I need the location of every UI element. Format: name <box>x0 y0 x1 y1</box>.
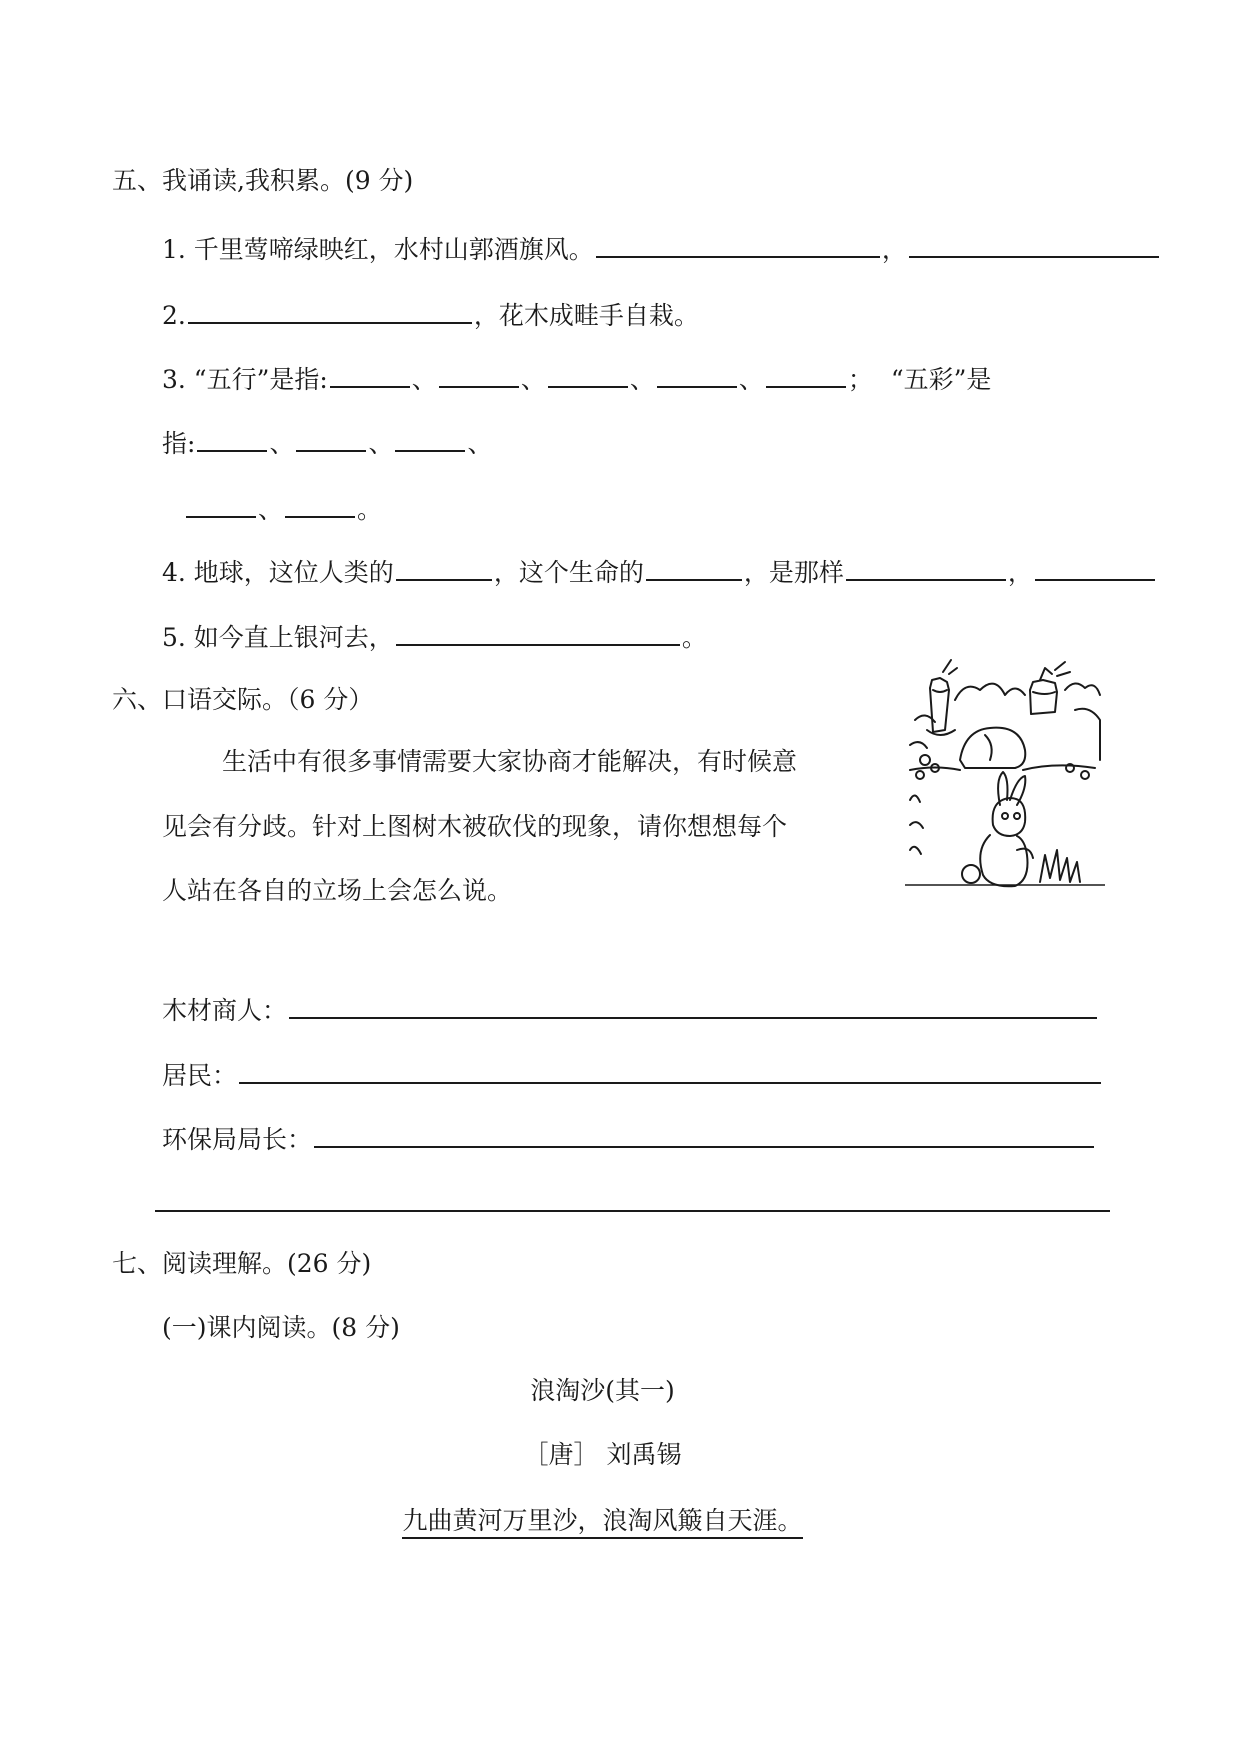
tree-stump-left <box>930 678 949 732</box>
question-5: 5. 如今直上银河去， 。 <box>162 618 707 655</box>
subsection-heading: (一)课内阅读。(8 分) <box>162 1313 400 1342</box>
answer-blank[interactable] <box>439 360 519 388</box>
question-3-line-2: 指: 、 、 、 <box>162 424 492 461</box>
answer-blank[interactable] <box>314 1120 1094 1148</box>
answer-blank[interactable] <box>596 230 880 258</box>
answer-line-extra[interactable] <box>155 1210 1110 1212</box>
section-6-heading: 六、口语交际。（6 分） <box>112 685 374 714</box>
answer-blank[interactable] <box>1035 553 1155 581</box>
rock <box>960 728 1025 768</box>
answer-blank[interactable] <box>395 424 465 452</box>
answer-blank[interactable] <box>548 360 628 388</box>
answer-blank[interactable] <box>646 553 742 581</box>
answer-blank[interactable] <box>296 424 366 452</box>
rabbit-body <box>980 835 1027 886</box>
prompt-paragraph-line: 生活中有很多事情需要大家协商才能解决，有时候意 <box>222 747 798 776</box>
role-line-resident: 居民： <box>162 1056 1103 1093</box>
answer-blank[interactable] <box>396 618 680 646</box>
prompt-paragraph-line: 见会有分歧。针对上图树木被砍伐的现象，请你想想每个 <box>162 812 788 841</box>
answer-blank[interactable] <box>197 424 267 452</box>
section-5-heading: 五、我诵读,我积累。(9 分) <box>112 166 414 195</box>
poem-title: 浪淘沙(其一) <box>530 1376 675 1405</box>
answer-blank[interactable] <box>285 490 355 518</box>
answer-blank[interactable] <box>188 296 472 324</box>
answer-blank[interactable] <box>846 553 1006 581</box>
tree-stump-right <box>1030 680 1057 714</box>
answer-blank[interactable] <box>657 360 737 388</box>
role-line-timber-merchant: 木材商人： <box>162 991 1099 1028</box>
poem-author: ［唐］ 刘禹锡 <box>523 1440 682 1469</box>
answer-blank[interactable] <box>330 360 410 388</box>
question-4: 4. 地球，这位人类的 ，这个生命的 ，是那样 ， <box>162 553 1157 590</box>
answer-blank[interactable] <box>396 553 492 581</box>
rabbit-forest-illustration <box>905 650 1105 895</box>
poem-line: 九曲黄河万里沙，浪淘风簸自天涯。 <box>0 1504 1235 1538</box>
question-3-line-3: 、 。 <box>184 490 382 527</box>
question-2: 2. ，花木成畦手自栽。 <box>162 296 699 333</box>
rabbit-tail <box>962 865 980 883</box>
section-7-heading: 七、阅读理解。(26 分) <box>112 1249 372 1278</box>
answer-blank[interactable] <box>289 991 1097 1019</box>
answer-blank[interactable] <box>239 1056 1101 1084</box>
role-line-env-bureau-chief: 环保局局长： <box>162 1120 1096 1157</box>
answer-blank[interactable] <box>186 490 256 518</box>
answer-blank[interactable] <box>766 360 846 388</box>
answer-blank[interactable] <box>909 230 1159 258</box>
question-3: 3. “五行”是指: 、 、 、 、 ； “五彩”是 <box>162 360 991 397</box>
question-1: 1. 千里莺啼绿映红，水村山郭酒旗风。 ， <box>162 230 1161 267</box>
prompt-paragraph-line: 人站在各自的立场上会怎么说。 <box>162 876 513 905</box>
